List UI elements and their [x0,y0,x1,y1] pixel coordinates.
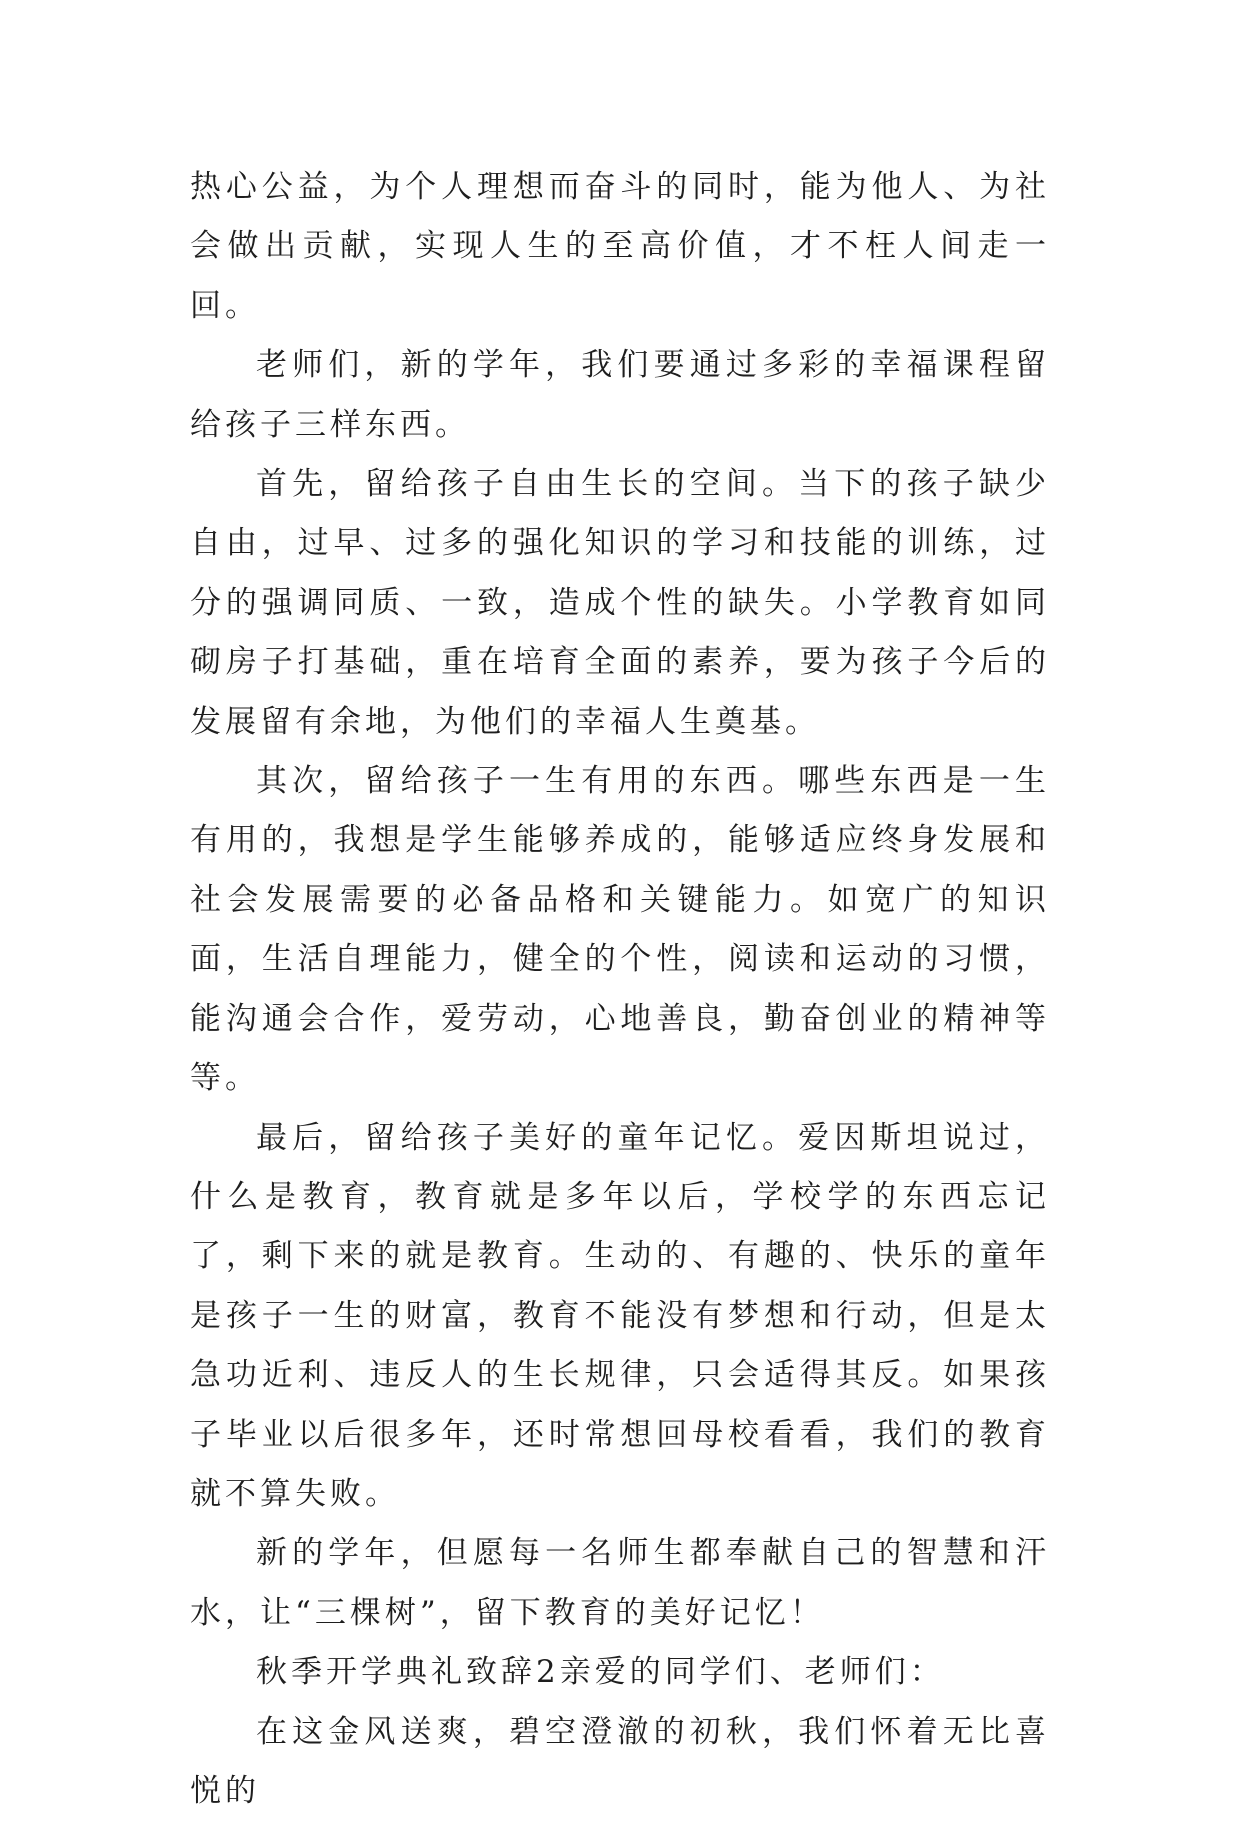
paragraph-last-childhood: 最后，留给孩子美好的童年记忆。爱因斯坦说过，什么是教育，教育就是多年以后，学校学的东西忘记了，剩下来的就是教育。生动的、有趣的、快乐的童年是孩子一生的财富，教育不能没有梦想和行动，但是太急功近利、违反人的生长规律，只会适得其反。如果孩子毕业以后很多年，还时常想回母校看看，我们的教育就不算失败。 [190,1119,1050,1512]
paragraph-speech-2-heading: 秋季开学典礼致辞2亲爱的同学们、老师们： [256,1654,945,1691]
paragraph-autumn-opening: 在这金风送爽，碧空澄澈的初秋，我们怀着无比喜悦的 [190,1713,1050,1809]
document-body [190,158,1050,1821]
paragraph-second-lifelong: 其次，留给孩子一生有用的东西。哪些东西是一生有用的，我想是学生能够养成的，能够适应终身发展和社会发展需要的必备品格和关键能力。如宽广的知识面，生活自理能力，健全的个性，阅读和运动的习惯，能沟通会合作，爱劳动，心地善良，勤奋创业的精神等等。 [190,763,1050,1097]
paragraph-public-welfare: 热心公益，为个人理想而奋斗的同时，能为他人、为社会做出贡献，实现人生的至高价值，才不枉人间走一回。 [190,169,1050,324]
paragraph-three-things: 老师们，新的学年，我们要通过多彩的幸福课程留给孩子三样东西。 [190,347,1050,443]
paragraph-new-year-wish: 新的学年，但愿每一名师生都奉献自己的智慧和汗水，让“三棵树”，留下教育的美好记忆！ [190,1535,1050,1631]
paragraph-first-freedom: 首先，留给孩子自由生长的空间。当下的孩子缺少自由，过早、过多的强化知识的学习和技能的训练，过分的强调同质、一致，造成个性的缺失。小学教育如同砌房子打基础，重在培育全面的素养，要为孩子今后的发展留有余地，为他们的幸福人生奠基。 [190,466,1050,740]
